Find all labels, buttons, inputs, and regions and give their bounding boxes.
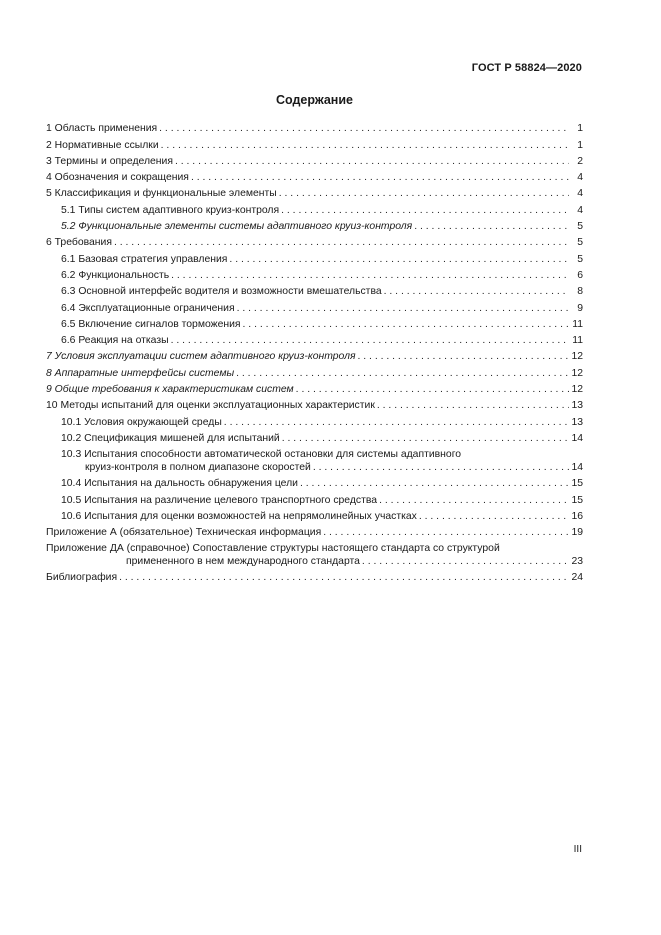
toc-entry-title: 10.1 Условия окружающей среды [61, 416, 222, 428]
toc-entry[interactable] [46, 233, 583, 249]
toc-entry[interactable] [46, 429, 583, 445]
leader-dots [296, 383, 569, 396]
leader-dots [414, 220, 569, 233]
toc-entry-page: 14 [571, 432, 583, 444]
toc-entry-page: 12 [571, 367, 583, 379]
leader-dots [281, 204, 569, 217]
toc-entry[interactable] [46, 396, 583, 412]
leader-dots [279, 187, 569, 200]
toc-entry[interactable] [46, 363, 583, 379]
toc-entry[interactable] [46, 412, 583, 428]
toc-entry[interactable] [46, 200, 583, 216]
toc-entry-title-line2: круиз-контроля в полном диапазоне скоростей [85, 461, 311, 473]
toc-entry-page: 24 [571, 572, 583, 584]
toc-entry-title: 2 Нормативные ссылки [46, 139, 159, 151]
toc-entry-title: 8 Аппаратные интерфейсы системы [46, 367, 235, 379]
toc-entry-page: 11 [572, 335, 583, 347]
toc-entry[interactable] [46, 474, 583, 490]
toc-entry[interactable] [46, 184, 583, 200]
toc-entry-page: 15 [571, 478, 583, 490]
toc-entry-page: 23 [571, 556, 583, 568]
toc-entry-page: 4 [577, 172, 583, 184]
toc-entry[interactable] [46, 298, 583, 314]
leader-dots [236, 367, 569, 380]
leader-dots [119, 571, 569, 584]
toc-entry-page: 1 [577, 139, 583, 151]
toc-entry-title: 10.5 Испытания на различение целевого транспортного средства [61, 494, 378, 506]
toc-entry-page: 19 [571, 527, 583, 539]
toc-entry-title: 6.3 Основной интерфейс водителя и возможности вмешательства [61, 286, 382, 298]
toc-entry-page: 5 [577, 237, 583, 249]
leader-dots [377, 399, 569, 412]
toc-entry-title: 4 Обозначения и сокращения [46, 172, 189, 184]
toc-entry-page: 1 [577, 123, 583, 135]
toc-entry-title: 10.2 Спецификация мишеней для испытаний [61, 432, 280, 444]
leader-dots [362, 555, 569, 568]
toc-entry-page: 2 [577, 155, 583, 167]
page-number: III [573, 844, 582, 855]
toc-entry-bibliography[interactable] [46, 568, 583, 584]
toc-entry[interactable] [46, 266, 583, 282]
toc-entry-page: 14 [571, 461, 583, 473]
toc-entry-appendix-da[interactable] [46, 542, 583, 568]
table-of-contents [46, 119, 583, 584]
toc-entry-page: 4 [577, 188, 583, 200]
toc-entry-appendix-a[interactable] [46, 523, 583, 539]
toc-entry-page: 8 [577, 286, 583, 298]
leader-dots [171, 269, 569, 282]
leader-dots [161, 139, 569, 152]
toc-entry-page: 15 [571, 494, 583, 506]
toc-entry-page: 5 [577, 253, 583, 265]
leader-dots [175, 155, 569, 168]
toc-entry-title: 10.4 Испытания на дальность обнаружения цели [61, 478, 298, 490]
leader-dots [237, 302, 569, 315]
toc-entry-page: 16 [571, 510, 583, 522]
leader-dots [159, 122, 569, 135]
leader-dots [313, 461, 569, 474]
toc-entry[interactable] [46, 168, 583, 184]
toc-entry-title: 6 Требования [46, 237, 112, 249]
leader-dots [379, 494, 569, 507]
toc-entry[interactable] [46, 282, 583, 298]
toc-entry-title: 9 Общие требования к характеристикам систем [46, 384, 294, 396]
toc-entry-title: 10 Методы испытаний для оценки эксплуатационных характеристик [46, 400, 375, 412]
toc-entry-page: 13 [571, 416, 583, 428]
toc-entry-title: 5 Классификация и функциональные элементы [46, 188, 277, 200]
toc-entry-page: 6 [577, 269, 583, 281]
toc-entry[interactable] [46, 315, 583, 331]
toc-entry-title: 6.1 Базовая стратегия управления [61, 253, 228, 265]
toc-entry-title: 6.5 Включение сигналов торможения [61, 318, 241, 330]
toc-entry-title-line1: Приложение ДА (справочное) Сопоставление структуры настоящего стандарта со структурой [46, 543, 500, 555]
toc-entry[interactable] [46, 119, 583, 135]
toc-entry-title: 1 Область применения [46, 123, 158, 135]
toc-entry-title: Библиография [46, 572, 118, 584]
toc-entry[interactable] [46, 347, 583, 363]
toc-entry[interactable] [46, 249, 583, 265]
toc-entry[interactable] [46, 152, 583, 168]
toc-entry-page: 12 [571, 384, 583, 396]
toc-entry[interactable] [46, 380, 583, 396]
toc-entry-title: Приложение А (обязательное) Техническая информация [46, 527, 322, 539]
standard-designation: ГОСТ Р 58824—2020 [471, 62, 582, 74]
leader-dots [282, 432, 569, 445]
toc-entry-page: 13 [571, 400, 583, 412]
toc-entry-page: 11 [572, 318, 583, 330]
toc-entry-title-line1: 10.3 Испытания способности автоматической остановки для системы адаптивного [61, 448, 462, 460]
leader-dots [229, 253, 569, 266]
toc-entry[interactable] [46, 217, 583, 233]
toc-entry-page: 4 [577, 204, 583, 216]
toc-entry-title: 10.6 Испытания для оценки возможностей на непрямолинейных участках [61, 510, 417, 522]
toc-entry-10-3[interactable] [46, 448, 583, 474]
leader-dots [384, 285, 569, 298]
toc-entry-title-line2: примененного в нем международного стандарта [126, 556, 360, 568]
leader-dots [224, 416, 569, 429]
toc-entry-page: 9 [577, 302, 583, 314]
toc-title: Содержание [275, 93, 353, 107]
leader-dots [358, 350, 570, 363]
toc-entry[interactable] [46, 507, 583, 523]
leader-dots [191, 171, 569, 184]
leader-dots [300, 477, 569, 490]
toc-entry[interactable] [46, 331, 583, 347]
toc-entry-title: 6.4 Эксплуатационные ограничения [61, 302, 235, 314]
leader-dots [243, 318, 569, 331]
toc-entry-page: 12 [571, 351, 583, 363]
toc-entry-title: 6.6 Реакция на отказы [61, 335, 169, 347]
toc-entry-title: 5.1 Типы систем адаптивного круиз-контроля [61, 204, 280, 216]
toc-entry[interactable] [46, 490, 583, 506]
toc-entry-page: 5 [577, 221, 583, 233]
toc-entry-title: 6.2 Функциональность [61, 269, 170, 281]
toc-entry-title: 5.2 Функциональные элементы системы адаптивного круиз-контроля [61, 221, 413, 233]
toc-entry[interactable] [46, 135, 583, 151]
leader-dots [114, 236, 569, 249]
leader-dots [419, 510, 569, 523]
toc-entry-title: 3 Термины и определения [46, 155, 173, 167]
leader-dots [323, 526, 569, 539]
leader-dots [171, 334, 569, 347]
toc-entry-title: 7 Условия эксплуатации систем адаптивного круиз-контроля [46, 351, 356, 363]
